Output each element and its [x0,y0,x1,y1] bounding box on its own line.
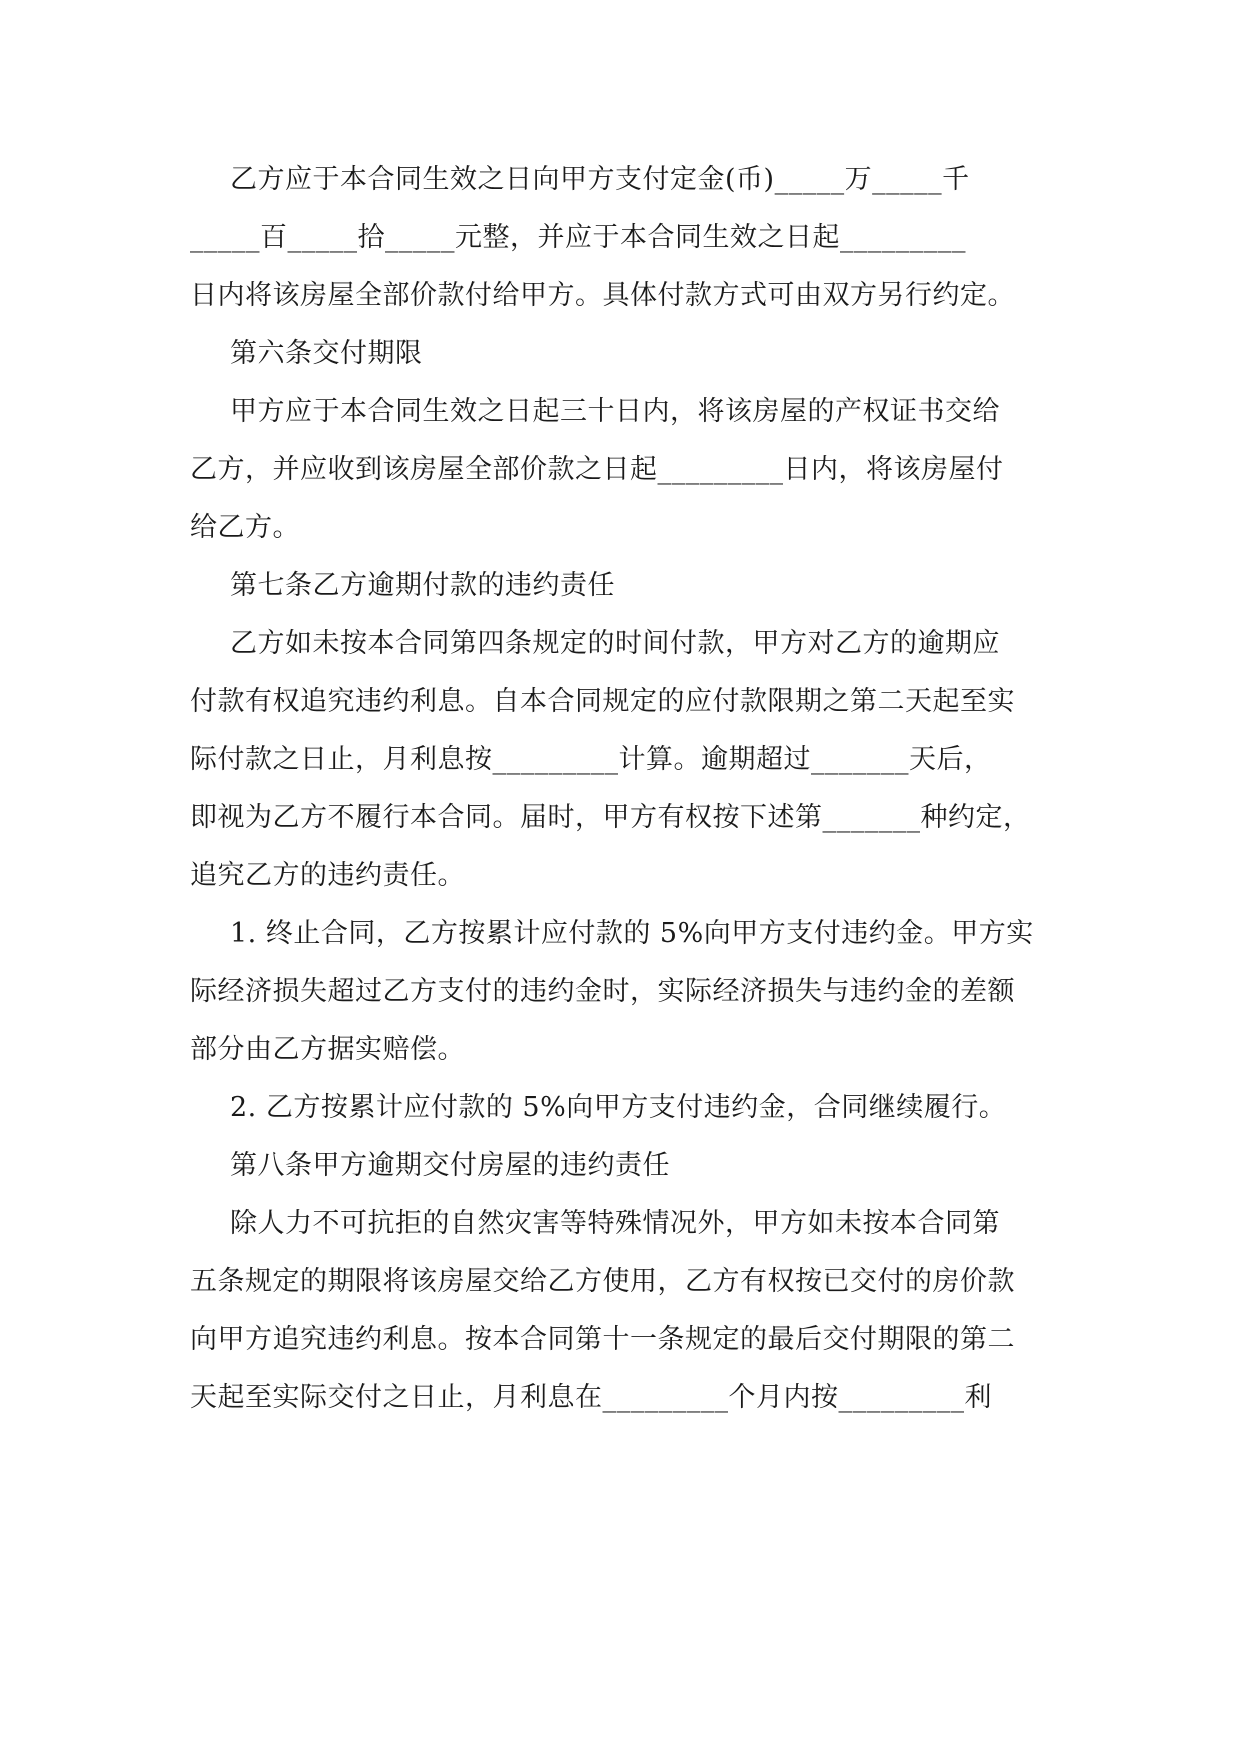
text-line-late-payment-2: 付款有权追究违约利息。自本合同规定的应付款限期之第二天起至实 [190,686,1015,717]
text-line-option-1-b: 际经济损失超过乙方支付的违约金时，实际经济损失与违约金的差额 [190,976,1015,1007]
text-line-option-2: 2. 乙方按累计应付款的 5%向甲方支付违约金，合同继续履行。 [230,1092,1007,1123]
text-line-delivery-3: 给乙方。 [190,512,300,543]
text-line-delivery-2: 乙方，并应收到该房屋全部价款之日起_________日内，将该房屋付 [190,454,1004,485]
text-line-deposit-clause: 乙方应于本合同生效之日向甲方支付定金(币)_____万_____千 [230,164,970,195]
text-line-late-payment-1: 乙方如未按本合同第四条规定的时间付款，甲方对乙方的逾期应 [230,628,1000,659]
text-line-late-delivery-4: 天起至实际交付之日止，月利息在_________个月内按_________利 [190,1382,992,1413]
text-line-option-1-c: 部分由乙方据实赔偿。 [190,1034,465,1065]
text-line-late-delivery-1: 除人力不可抗拒的自然灾害等特殊情况外，甲方如未按本合同第 [230,1208,1000,1239]
text-line-option-1-a: 1. 终止合同，乙方按累计应付款的 5%向甲方支付违约金。甲方实 [230,918,1034,949]
article-8-heading: 第八条甲方逾期交付房屋的违约责任 [230,1150,670,1181]
text-line-late-payment-5: 追究乙方的违约责任。 [190,860,465,891]
text-line-payment-method: 日内将该房屋全部价款付给甲方。具体付款方式可由双方另行约定。 [190,280,1015,311]
text-line-delivery-1: 甲方应于本合同生效之日起三十日内，将该房屋的产权证书交给 [230,396,1000,427]
text-line-late-payment-3: 际付款之日止，月利息按_________计算。逾期超过_______天后， [190,744,992,775]
article-7-heading: 第七条乙方逾期付款的违约责任 [230,570,615,601]
text-line-deposit-amount: _____百_____拾_____元整，并应于本合同生效之日起_________ [190,222,966,253]
article-6-heading: 第六条交付期限 [230,338,423,369]
text-line-late-payment-4: 即视为乙方不履行本合同。届时，甲方有权按下述第_______种约定， [190,802,1031,833]
text-line-late-delivery-3: 向甲方追究违约利息。按本合同第十一条规定的最后交付期限的第二 [190,1324,1015,1355]
text-line-late-delivery-2: 五条规定的期限将该房屋交给乙方使用，乙方有权按已交付的房价款 [190,1266,1015,1297]
